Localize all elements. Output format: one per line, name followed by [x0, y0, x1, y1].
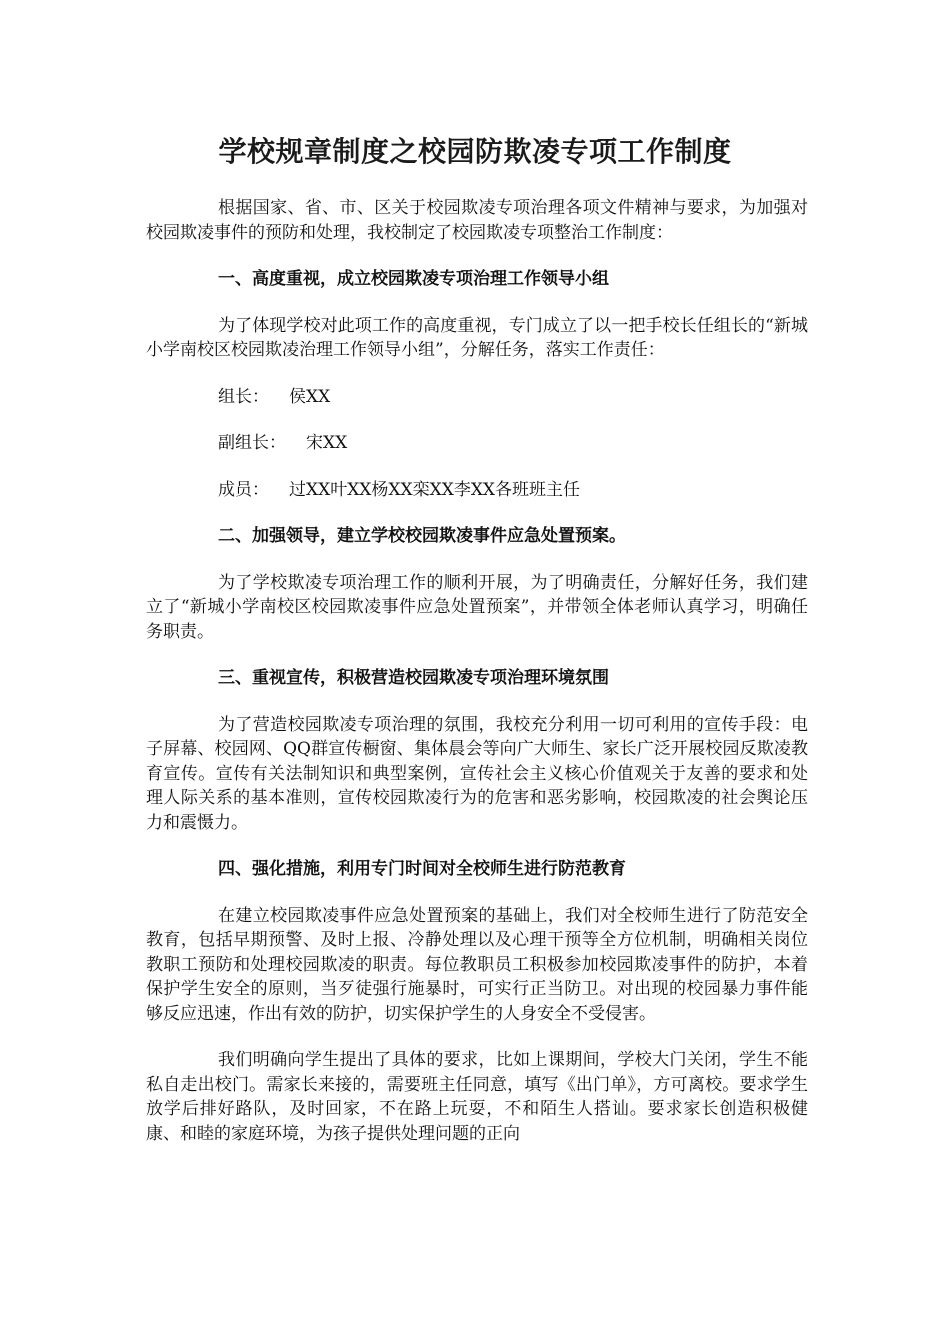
member-names: 过XX叶XX杨XX栾XX李XX各班班主任 [289, 479, 581, 500]
document-body [146, 196, 808, 1168]
member-members [146, 478, 808, 503]
member-deputy-leader [146, 431, 808, 456]
section-3-paragraph: 为了营造校园欺凌专项治理的氛围，我校充分利用一切可利用的宣传手段：电子屏幕、校园网、QQ群宣传橱窗、集体晨会等向广大师生、家长广泛开展校园反欺凌教育宣传。宣传有关法制知识和典型案例，宣传社会主义核心价值观关于友善的要求和处理人际关系的基本准则，宣传校园欺凌行为的危害和恶劣影响，校园欺凌的社会舆论压力和震慑力。 [146, 714, 808, 833]
member-role: 副组长： [218, 433, 286, 453]
intro-paragraph: 根据国家、省、市、区关于校园欺凌专项治理各项文件精神与要求，为加强对校园欺凌事件的预防和处理，我校制定了校园欺凌专项整治工作制度： [146, 198, 808, 243]
section-3-heading: 三、重视宣传，积极营造校园欺凌专项治理环境氛围 [218, 668, 609, 688]
section-4-heading: 四、强化措施，利用专门时间对全校师生进行防范教育 [218, 859, 626, 879]
member-role: 组长： [218, 386, 269, 407]
section-2-paragraph: 为了学校欺凌专项治理工作的顺利开展，为了明确责任，分解好任务，我们建立了“新城小学南校区校园欺凌事件应急处置预案”，并带领全体老师认真学习，明确任务职责。 [146, 572, 808, 642]
section-1-heading: 一、高度重视，成立校园欺凌专项治理工作领导小组 [218, 269, 609, 289]
member-names: 侯XX [289, 386, 331, 407]
section-2-heading: 二、加强领导，建立学校校园欺凌事件应急处置预案。 [218, 526, 626, 546]
document-title: 学校规章制度之校园防欺凌专项工作制度 [218, 135, 732, 168]
member-leader [146, 385, 808, 410]
section-4-paragraph-2: 我们明确向学生提出了具体的要求，比如上课期间，学校大门关闭，学生不能私自走出校门。需家长来接的，需要班主任同意，填写《出门单》，方可离校。要求学生放学后排好路队，及时回家，不在路上玩耍，不和陌生人搭讪。要求家长创造积极健康、和睦的家庭环境，为孩子提供处理问题的正向 [146, 1050, 808, 1144]
section-4-paragraph: 在建立校园欺凌事件应急处置预案的基础上，我们对全校师生进行了防范安全教育，包括早期预警、及时上报、冷静处理以及心理干预等全方位机制，明确相关岗位教职工预防和处理校园欺凌的职责。每位教职员工积极参加校园欺凌事件的防护，本着保护学生安全的原则，当歹徒强行施暴时，可实行正当防卫。对出现的校园暴力事件能够反应迅速，作出有效的防护，切实保护学生的人身安全不受侵害。 [146, 905, 808, 1024]
section-1-paragraph: 为了体现学校对此项工作的高度重视，专门成立了以一把手校长任组长的“新城小学南校区校园欺凌治理工作领导小组”，分解任务，落实工作责任： [146, 315, 808, 360]
member-names: 宋XX [306, 433, 348, 453]
member-role: 成员： [218, 479, 269, 500]
